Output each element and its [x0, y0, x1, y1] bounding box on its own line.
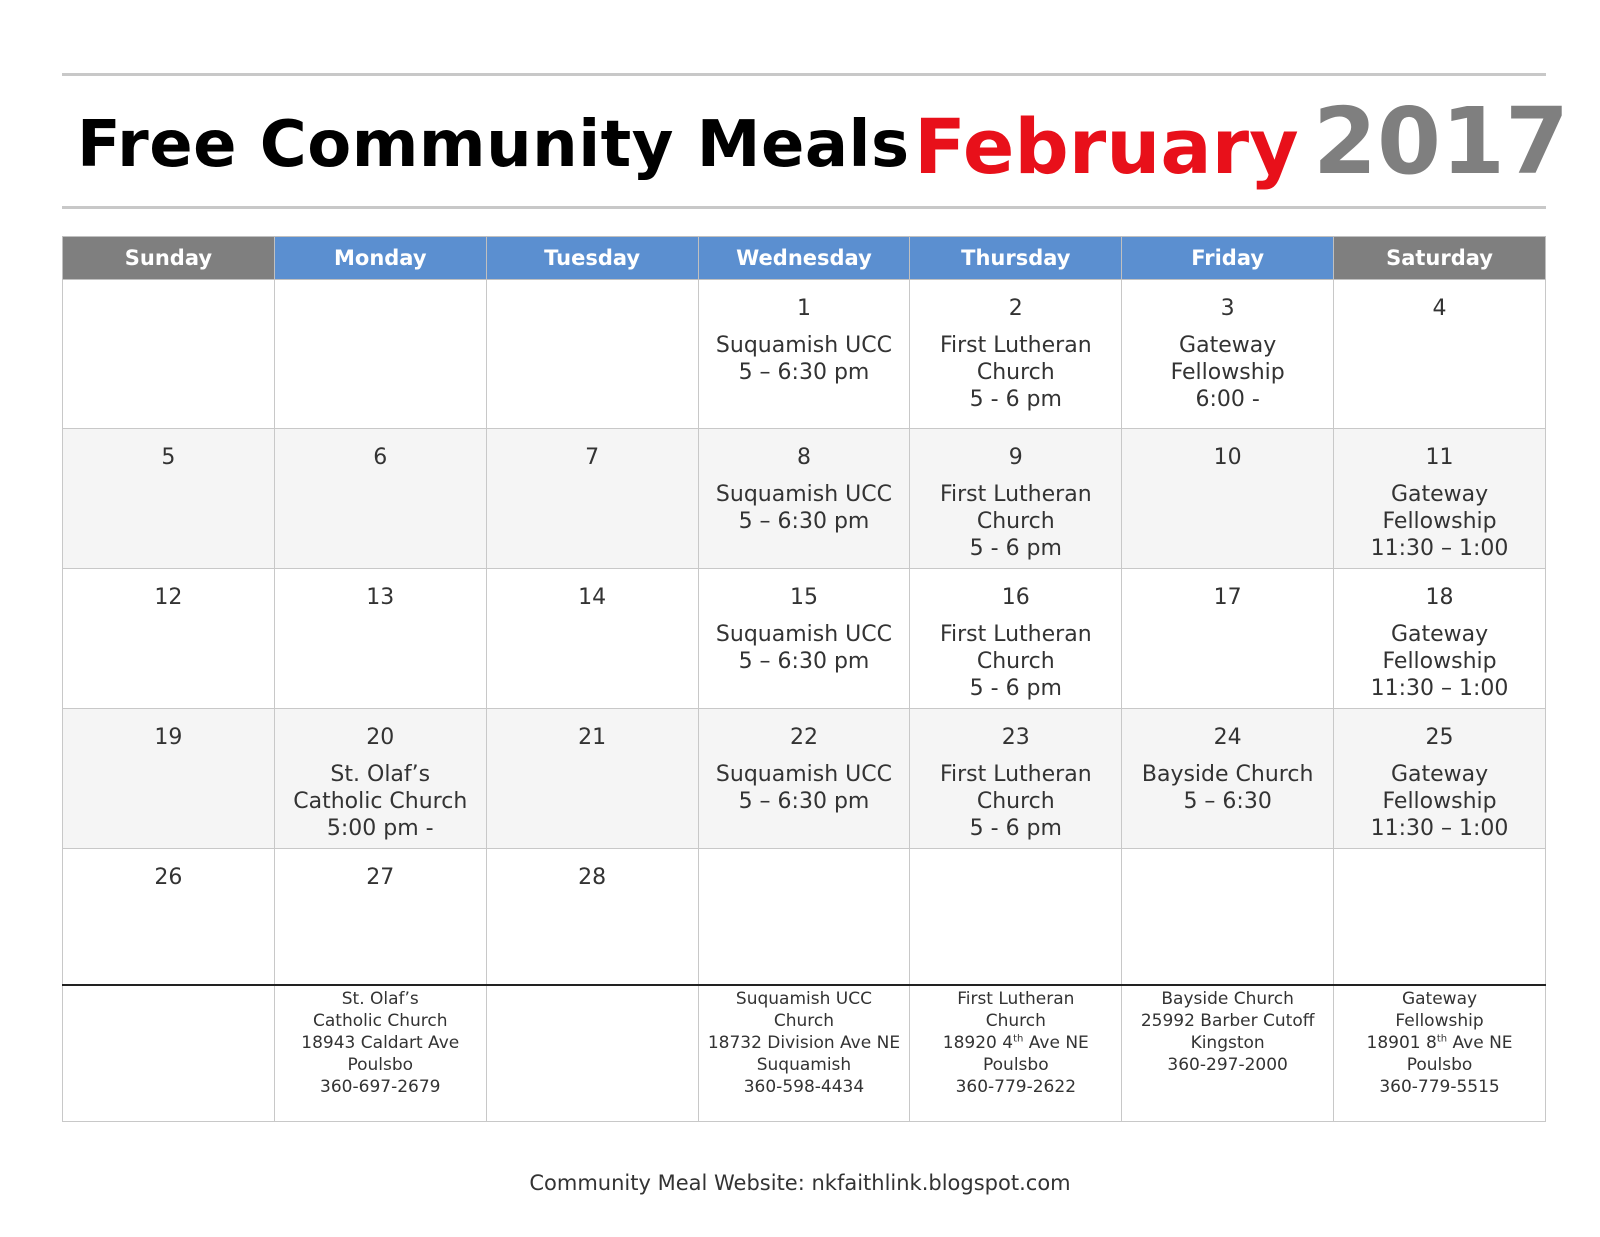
address-first-lutheran-name: First Lutheran Church: [957, 989, 1075, 1031]
day-cell-monday: [274, 569, 486, 709]
day-number: [1334, 864, 1545, 891]
week-row: [63, 709, 1546, 849]
meal-event: Bayside Church 5 – 6:30: [1141, 762, 1314, 814]
address-cell-tuesday: [486, 985, 698, 1122]
day-number: 21: [578, 725, 607, 750]
address-row: [63, 985, 1546, 1122]
day-cell-monday: [274, 280, 486, 429]
day-cell-friday: [1122, 709, 1334, 849]
address-cell-friday: [1122, 985, 1334, 1122]
address-bayside-church: Bayside Church 25992 Barber Cutoff Kingston 360-297-2000: [1140, 989, 1315, 1075]
day-cell-saturday: [1334, 709, 1546, 849]
weekday-header-saturday: Saturday: [1334, 237, 1546, 280]
day-number: 24: [1213, 725, 1242, 750]
day-number: 3: [1220, 296, 1235, 321]
week-row: [63, 429, 1546, 569]
week-row: [63, 849, 1546, 986]
year-title: 2017: [1313, 88, 1570, 195]
weekday-header-friday: Friday: [1122, 237, 1334, 280]
address-cell-monday: [274, 985, 486, 1122]
day-cell-wednesday: [698, 429, 910, 569]
day-number: 15: [789, 585, 818, 610]
address-cell-saturday: [1334, 985, 1546, 1122]
day-number: 20: [366, 725, 395, 750]
day-cell-thursday: [910, 429, 1122, 569]
top-rule: [62, 73, 1546, 76]
day-number: 4: [1432, 296, 1447, 321]
street-ordinal: th: [1013, 1033, 1024, 1045]
meal-event: St. Olaf’s Catholic Church 5:00 pm -: [293, 762, 468, 841]
day-cell-sunday: [63, 709, 275, 849]
meal-event: Gateway Fellowship 6:00 -: [1170, 333, 1285, 412]
day-number: 14: [578, 585, 607, 610]
day-number: 1: [796, 296, 811, 321]
day-cell-thursday: [910, 569, 1122, 709]
day-cell-friday: [1122, 569, 1334, 709]
day-number: [699, 864, 910, 891]
calendar-grid: [62, 236, 1546, 1122]
day-cell-tuesday: [486, 569, 698, 709]
day-cell-saturday: [1334, 569, 1546, 709]
street-name: Ave NE: [1447, 1033, 1513, 1053]
day-number: 18: [1425, 585, 1454, 610]
meal-event: Suquamish UCC 5 – 6:30 pm: [715, 482, 892, 534]
day-cell-saturday: [1334, 429, 1546, 569]
meal-event: Suquamish UCC 5 – 6:30 pm: [715, 762, 892, 814]
address-gateway-city-phone: Poulsbo 360-779-5515: [1379, 1055, 1500, 1097]
page-title: Free Community Meals: [77, 108, 910, 182]
day-cell-sunday: [63, 849, 275, 986]
day-number: 5: [161, 445, 176, 470]
street-number: 18920 4: [942, 1033, 1014, 1053]
day-cell-friday: [1122, 429, 1334, 569]
day-number: 8: [796, 445, 811, 470]
day-cell-tuesday: [486, 709, 698, 849]
day-cell-tuesday: [486, 849, 698, 986]
street-name: Ave NE: [1023, 1033, 1089, 1053]
week-row: [63, 569, 1546, 709]
day-number: [63, 295, 274, 322]
street-ordinal: th: [1436, 1033, 1448, 1045]
day-cell-sunday: [63, 569, 275, 709]
weekday-header-row: [63, 237, 1546, 280]
day-number: 22: [789, 725, 818, 750]
address-first-lutheran-city-phone: Poulsbo 360-779-2622: [955, 1055, 1077, 1097]
day-number: [1122, 864, 1333, 891]
month-title: February: [914, 102, 1299, 191]
day-number: 11: [1425, 445, 1454, 470]
address-gateway-name: Gateway Fellowship: [1395, 989, 1484, 1031]
day-cell-wednesday: [698, 849, 910, 986]
day-number: 19: [154, 725, 183, 750]
day-number: 7: [585, 445, 600, 470]
header-rule: [62, 206, 1546, 209]
address-cell-thursday: [910, 985, 1122, 1122]
day-cell-friday: [1122, 849, 1334, 986]
address-gateway-street: [1334, 1032, 1545, 1054]
address-first-lutheran-street: [910, 1032, 1121, 1054]
weekday-header-monday: Monday: [274, 237, 486, 280]
meal-event: Suquamish UCC 5 – 6:30 pm: [715, 622, 892, 674]
day-number: 13: [366, 585, 395, 610]
day-number: 10: [1213, 445, 1242, 470]
day-cell-thursday: [910, 849, 1122, 986]
weekday-header-sunday: Sunday: [63, 237, 275, 280]
meal-event: First Lutheran Church 5 - 6 pm: [939, 482, 1092, 561]
weekday-header-wednesday: Wednesday: [698, 237, 910, 280]
address-st-olafs: St. Olaf’s Catholic Church 18943 Caldart Ave Poulsbo 360-697-2679: [301, 989, 460, 1097]
day-cell-thursday: [910, 709, 1122, 849]
day-cell-saturday: [1334, 849, 1546, 986]
footer-website: Community Meal Website: nkfaithlink.blogspot.com: [529, 1171, 1071, 1195]
address-suquamish-ucc: Suquamish UCC Church 18732 Division Ave NE Suquamish 360-598-4434: [707, 989, 901, 1097]
weekday-header-tuesday: Tuesday: [486, 237, 698, 280]
day-number: 23: [1001, 725, 1030, 750]
address-cell-sunday: [63, 985, 275, 1122]
day-number: [275, 295, 486, 322]
day-cell-thursday: [910, 280, 1122, 429]
day-cell-friday: [1122, 280, 1334, 429]
day-cell-monday: [274, 709, 486, 849]
day-number: 12: [154, 585, 183, 610]
street-number: 18901 8: [1366, 1033, 1437, 1053]
day-number: [910, 864, 1121, 891]
day-cell-saturday: [1334, 280, 1546, 429]
day-number: [487, 295, 698, 322]
weekday-header-thursday: Thursday: [910, 237, 1122, 280]
meal-event: Gateway Fellowship 11:30 – 1:00: [1370, 622, 1509, 701]
day-cell-tuesday: [486, 429, 698, 569]
meal-event: First Lutheran Church 5 - 6 pm: [939, 622, 1092, 701]
meal-event: Suquamish UCC 5 – 6:30 pm: [715, 333, 892, 385]
day-number: 25: [1425, 725, 1454, 750]
day-cell-monday: [274, 429, 486, 569]
day-number: 27: [366, 865, 395, 890]
day-number: 9: [1008, 445, 1023, 470]
meal-event: Gateway Fellowship 11:30 – 1:00: [1370, 482, 1509, 561]
day-number: 26: [154, 865, 183, 890]
address-cell-wednesday: [698, 985, 910, 1122]
day-cell-tuesday: [486, 280, 698, 429]
day-number: 6: [373, 445, 388, 470]
day-cell-wednesday: [698, 569, 910, 709]
meal-event: First Lutheran Church 5 - 6 pm: [939, 762, 1092, 841]
day-cell-wednesday: [698, 709, 910, 849]
day-cell-monday: [274, 849, 486, 986]
day-number: 2: [1008, 296, 1023, 321]
meal-event: Gateway Fellowship 11:30 – 1:00: [1370, 762, 1509, 841]
meal-event: First Lutheran Church 5 - 6 pm: [939, 333, 1092, 412]
day-number: 16: [1001, 585, 1030, 610]
day-number: 17: [1213, 585, 1242, 610]
day-cell-sunday: [63, 429, 275, 569]
day-cell-wednesday: [698, 280, 910, 429]
day-number: 28: [578, 865, 607, 890]
day-cell-sunday: [63, 280, 275, 429]
week-row: [63, 280, 1546, 429]
